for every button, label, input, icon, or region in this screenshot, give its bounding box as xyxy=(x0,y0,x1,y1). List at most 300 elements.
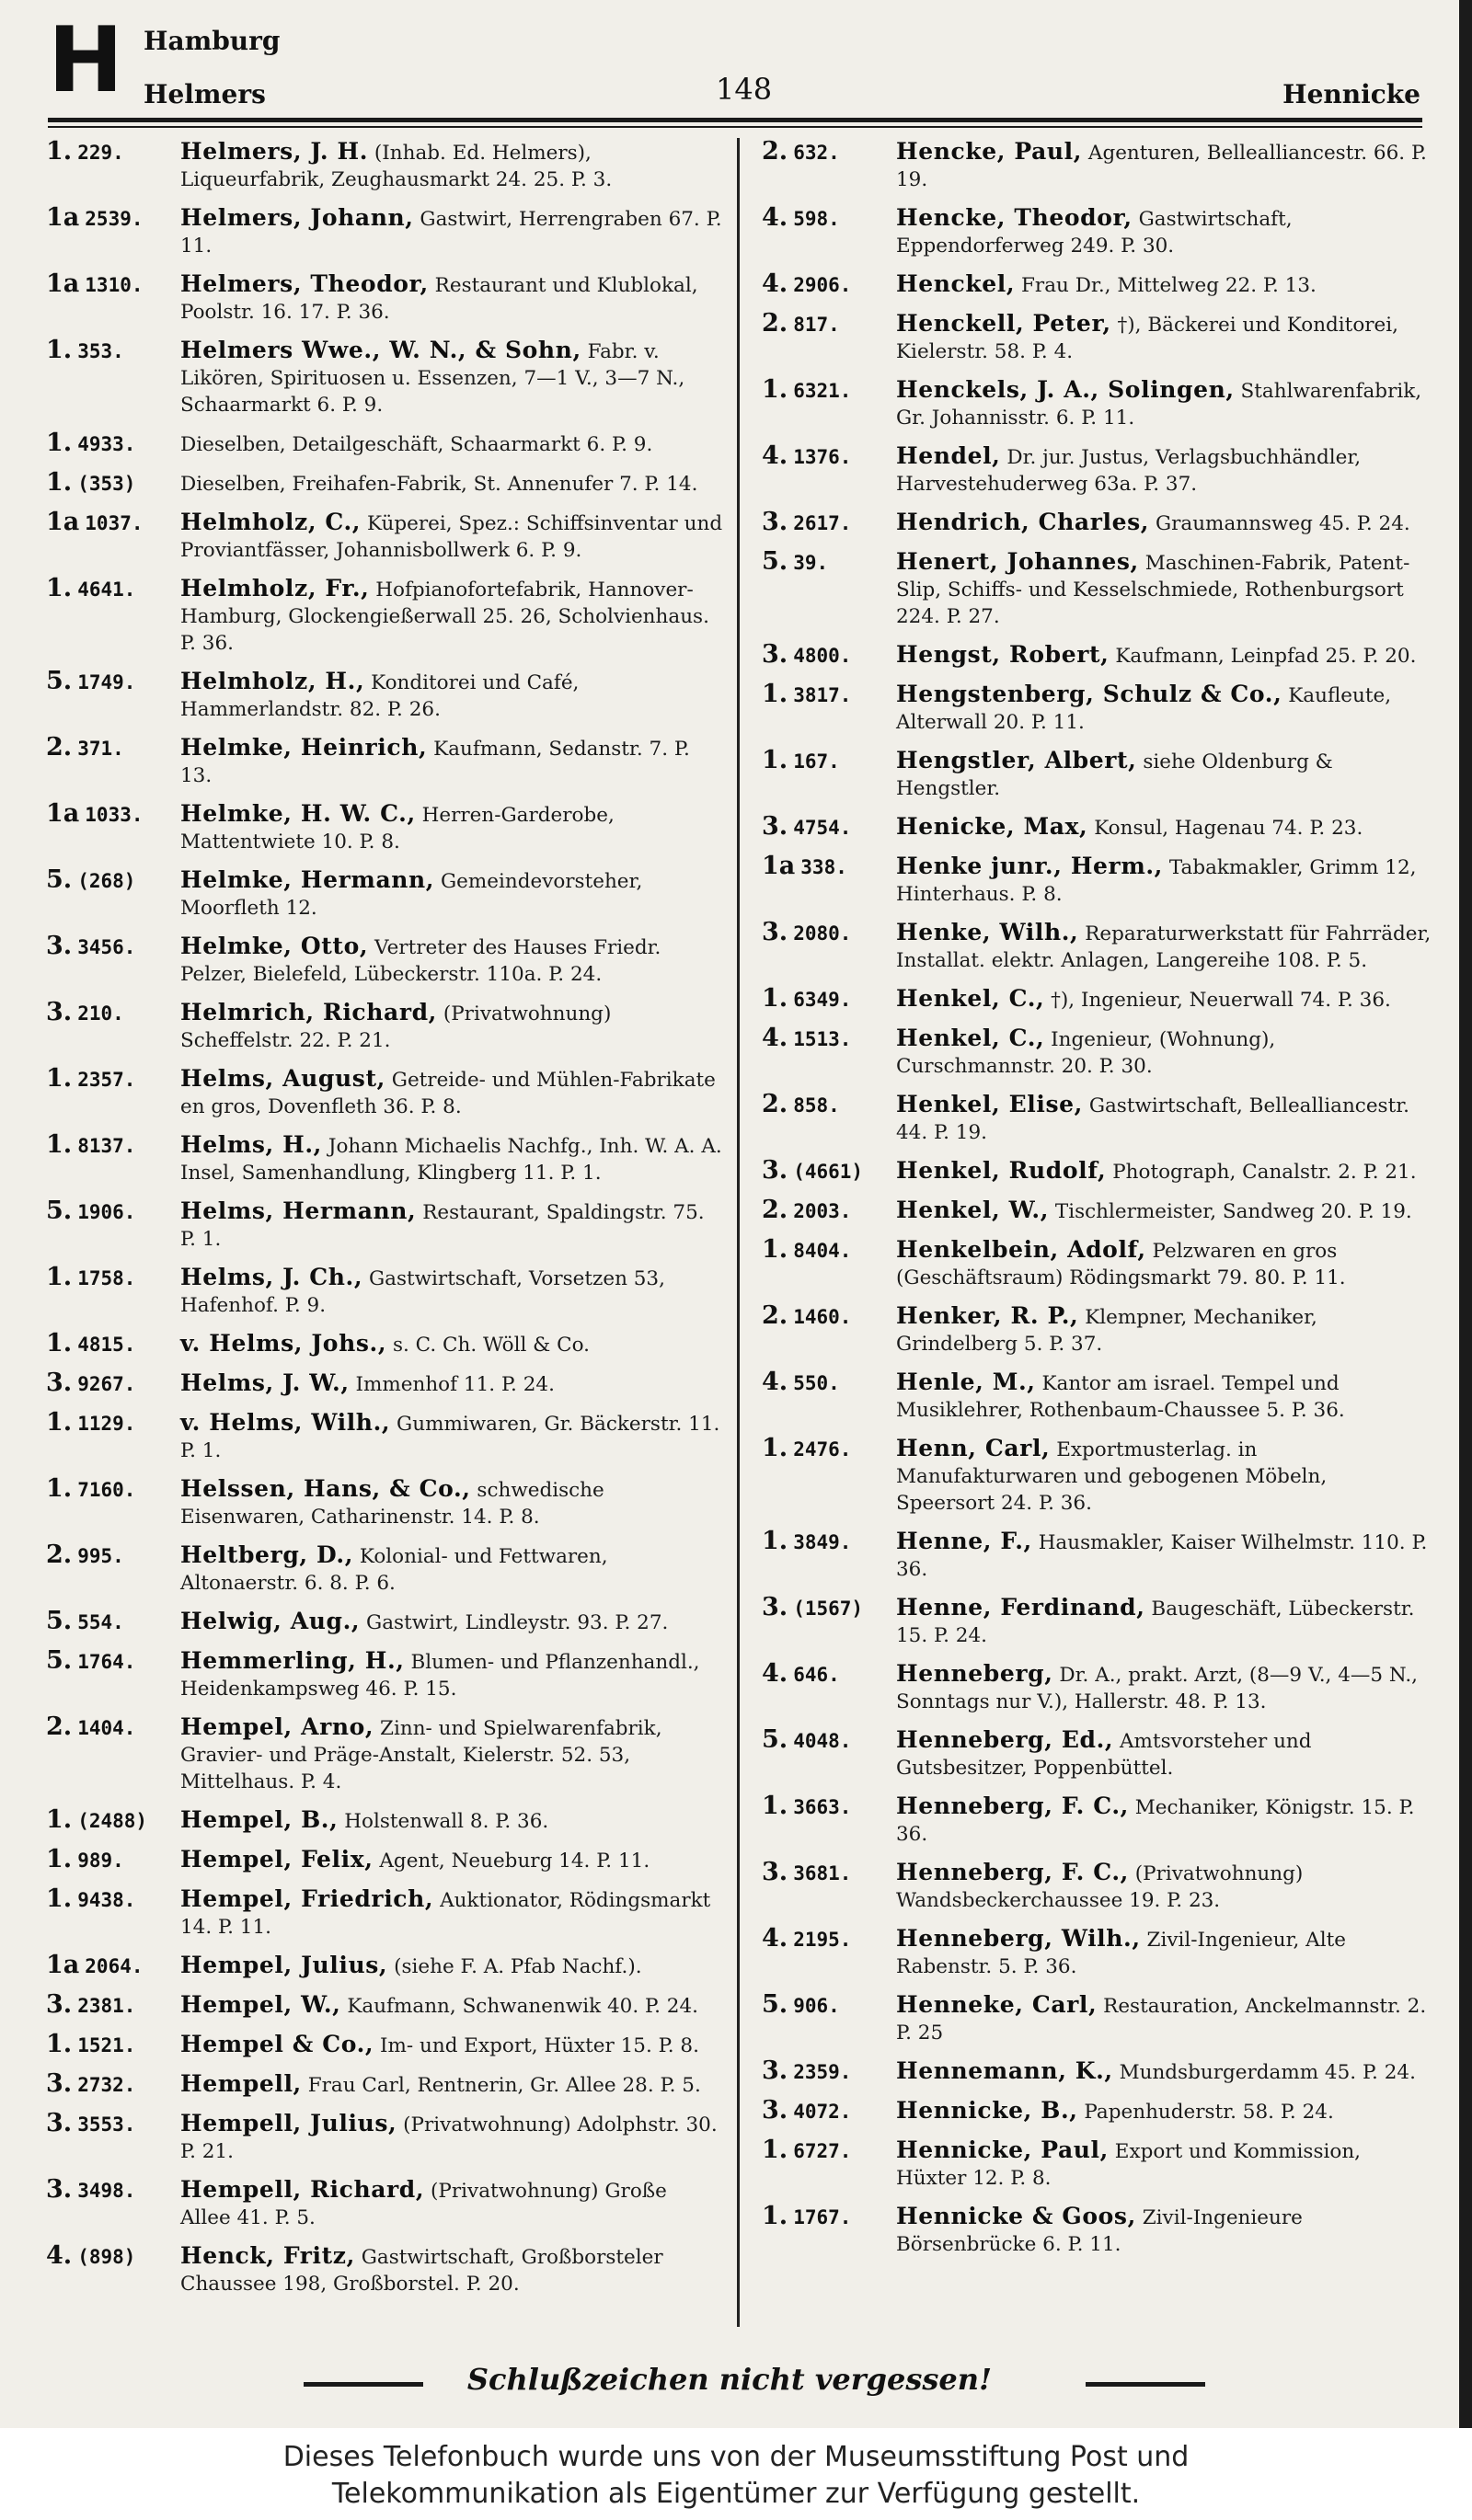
directory-entry xyxy=(46,469,727,498)
column-divider xyxy=(737,138,740,2327)
line-number: 2195. xyxy=(793,1929,852,1951)
line-number: 1767. xyxy=(793,2206,852,2228)
exchange-district: 4. xyxy=(762,441,788,470)
subscriber-detail: Dr. A., prakt. Arzt, (8—9 V., 4—5 N., Sonntags nur V.), Hallerstr. 48. P. 13. xyxy=(896,1664,1419,1713)
line-number: 2359. xyxy=(793,2061,852,2083)
subscriber-detail: (Privatwohnung) Wandsbeckerchaussee 19. P. 23. xyxy=(896,1862,1304,1912)
subscriber-detail: Restaurant und Klublokal, Poolstr. 16. 17. P. 36. xyxy=(180,274,698,324)
subscriber-name: Helmholz, Fr., xyxy=(180,575,370,601)
phone-number xyxy=(762,1435,896,1463)
phone-number xyxy=(762,985,896,1014)
subscriber-name: Helmers, Theodor, xyxy=(180,270,429,297)
phone-number xyxy=(46,2242,180,2271)
directory-entry xyxy=(46,933,727,988)
phone-number xyxy=(762,747,896,775)
exchange-district: 2. xyxy=(762,1301,788,1330)
exchange-district: 5. xyxy=(46,667,73,695)
exchange-district: 1. xyxy=(762,680,788,708)
subscriber-detail: Gastwirtschaft, Vorsetzen 53, Hafenhof. P. 9. xyxy=(180,1267,665,1317)
exchange-district: 1. xyxy=(762,1235,788,1264)
line-number: 3663. xyxy=(793,1796,852,1818)
line-number: 1033. xyxy=(85,804,144,826)
directory-entry xyxy=(762,985,1435,1014)
directory-entry xyxy=(46,1885,727,1941)
directory-entry xyxy=(46,1475,727,1530)
line-number: 4815. xyxy=(77,1334,136,1356)
exchange-district: 3. xyxy=(46,932,73,960)
phone-number xyxy=(46,138,180,166)
line-number: 2476. xyxy=(793,1438,852,1460)
line-number: 1460. xyxy=(793,1306,852,1328)
subscriber-name: Hempell, Richard, xyxy=(180,2176,425,2203)
subscriber-name: Hennicke, B., xyxy=(896,2097,1078,2124)
subscriber-detail: Holstenwall 8. P. 36. xyxy=(344,1810,549,1833)
directory-entry xyxy=(46,575,727,657)
line-number: 906. xyxy=(793,1995,840,2017)
subscriber-name: Helmke, Otto, xyxy=(180,933,369,959)
line-number: 632. xyxy=(793,142,840,164)
exchange-district: 3. xyxy=(46,1369,73,1397)
subscriber-detail: Papenhuderstr. 58. P. 24. xyxy=(1084,2101,1334,2124)
subscriber-detail: (Inhab. Ed. Helmers), Liqueurfabrik, Zeughausmarkt 24. 25. P. 3. xyxy=(180,142,613,191)
phone-number xyxy=(762,442,896,471)
phone-number xyxy=(762,204,896,233)
subscriber-detail: (Privatwohnung) Scheffelstr. 22. P. 21. xyxy=(180,1002,612,1052)
subscriber-detail: Gummiwaren, Gr. Bäckerstr. 11. P. 1. xyxy=(180,1413,720,1462)
directory-entry xyxy=(762,1991,1435,2046)
phone-number xyxy=(762,1594,896,1622)
exchange-district: 2. xyxy=(762,137,788,166)
subscriber-detail: Gastwirtschaft, Eppendorferweg 249. P. 30. xyxy=(896,208,1293,258)
subscriber-name: Henneberg, Ed., xyxy=(896,1726,1114,1753)
phone-number xyxy=(762,2136,896,2165)
directory-entry xyxy=(46,2176,727,2231)
exchange-district: 3. xyxy=(762,2056,788,2085)
subscriber-name: Hencke, Paul, xyxy=(896,138,1083,165)
subscriber-name: Hempel & Co., xyxy=(180,2031,374,2057)
phone-number xyxy=(762,1925,896,1953)
line-number: 646. xyxy=(793,1664,840,1686)
exchange-district: 2. xyxy=(762,1090,788,1118)
subscriber-name: Helmers Wwe., W. N., & Sohn, xyxy=(180,337,581,363)
directory-entry xyxy=(46,1409,727,1464)
subscriber-name: Henke, Wilh., xyxy=(896,919,1079,945)
subscriber-name: Henn, Carl, xyxy=(896,1435,1051,1461)
subscriber-name: Hengst, Robert, xyxy=(896,641,1110,668)
line-number: 554. xyxy=(77,1611,124,1633)
subscriber-name: Helssen, Hans, & Co., xyxy=(180,1475,471,1502)
directory-entry xyxy=(762,2097,1435,2125)
line-number: (268) xyxy=(77,870,136,892)
subscriber-name: Helmers, J. H. xyxy=(180,138,369,165)
subscriber-detail: Zinn- und Spielwarenfabrik, Gravier- und Präge-Anstalt, Kielerstr. 52. 53, Mittelhaus. P. 4. xyxy=(180,1717,662,1793)
line-number: 371. xyxy=(77,738,124,760)
directory-entry xyxy=(46,1369,727,1398)
subscriber-name: Helmholz, H., xyxy=(180,668,365,694)
exchange-district: 1. xyxy=(46,336,73,364)
subscriber-detail: Konsul, Hagenau 74. P. 23. xyxy=(1094,817,1363,840)
subscriber-name: v. Helms, Wilh., xyxy=(180,1409,391,1436)
directory-entry xyxy=(762,138,1435,193)
subscriber-detail: †), Ingenieur, Neuerwall 74. P. 36. xyxy=(1051,989,1391,1012)
directory-entry xyxy=(762,1236,1435,1291)
line-number: 7160. xyxy=(77,1479,136,1501)
directory-entry xyxy=(762,747,1435,802)
subscriber-detail: Johann Michaelis Nachfg., Inh. W. A. A. Insel, Samenhandlung, Klingberg 11. P. 1. xyxy=(180,1135,722,1185)
phone-number xyxy=(46,1131,180,1160)
subscriber-detail: Amtsvorsteher und Gutsbesitzer, Poppenbüttel. xyxy=(896,1730,1312,1780)
line-number: 4048. xyxy=(793,1730,852,1752)
line-number: 229. xyxy=(77,142,124,164)
exchange-district: 1. xyxy=(762,984,788,1013)
exchange-district: 1. xyxy=(762,746,788,774)
directory-entry xyxy=(762,1726,1435,1781)
exchange-district: 1a xyxy=(46,799,80,828)
exchange-district: 3. xyxy=(46,998,73,1026)
phone-number xyxy=(46,1065,180,1094)
line-number: 2732. xyxy=(77,2074,136,2096)
exchange-district: 1. xyxy=(46,574,73,602)
exchange-district: 1. xyxy=(46,468,73,497)
subscriber-name: Hempel, Felix, xyxy=(180,1846,374,1873)
header-rule-thick xyxy=(48,118,1422,122)
subscriber-detail: Herren-Garderobe, Mattentwiete 10. P. 8. xyxy=(180,804,615,853)
subscriber-detail: Im- und Export, Hüxter 15. P. 8. xyxy=(380,2034,699,2057)
phone-number xyxy=(46,1330,180,1358)
line-number: 598. xyxy=(793,208,840,230)
phone-number xyxy=(46,1369,180,1398)
subscriber-detail: s. C. Ch. Wöll & Co. xyxy=(392,1334,590,1357)
phone-number xyxy=(762,813,896,842)
exchange-district: 1a xyxy=(762,852,796,880)
directory-entry xyxy=(762,1157,1435,1186)
line-number: 2381. xyxy=(77,1995,136,2017)
phone-number xyxy=(762,1236,896,1265)
exchange-district: 5. xyxy=(762,1990,788,2019)
phone-number xyxy=(46,509,180,537)
subscriber-name: Helmholz, C., xyxy=(180,509,362,535)
exchange-district: 1. xyxy=(46,1884,73,1913)
exchange-district: 3. xyxy=(46,2109,73,2137)
exchange-district: 3. xyxy=(762,640,788,669)
phone-number xyxy=(762,1197,896,1225)
exchange-district: 1. xyxy=(762,2202,788,2230)
line-number: 4754. xyxy=(793,817,852,839)
directory-entry xyxy=(762,310,1435,365)
directory-entry xyxy=(762,204,1435,259)
line-number: 9438. xyxy=(77,1889,136,1911)
line-number: 6349. xyxy=(793,989,852,1011)
header-city: Hamburg xyxy=(144,26,281,56)
line-number: 858. xyxy=(793,1094,840,1117)
subscriber-name: Henker, R. P., xyxy=(896,1302,1079,1329)
phone-number xyxy=(762,1157,896,1186)
exchange-district: 4. xyxy=(762,1924,788,1953)
subscriber-detail: Ingenieur, (Wohnung), Curschmannstr. 20. P. 30. xyxy=(896,1028,1276,1078)
phone-number xyxy=(762,509,896,537)
phone-number xyxy=(46,337,180,365)
subscriber-detail: Immenhof 11. P. 24. xyxy=(355,1373,555,1396)
phone-number xyxy=(762,1302,896,1331)
line-number: (898) xyxy=(77,2246,136,2268)
subscriber-name: Hengstenberg, Schulz & Co., xyxy=(896,681,1282,707)
phone-number xyxy=(762,1991,896,2020)
subscriber-detail: Kaufmann, Schwanenwik 40. P. 24. xyxy=(347,1995,698,2018)
exchange-district: 5. xyxy=(762,1725,788,1754)
subscriber-detail: Hausmakler, Kaiser Wilhelmstr. 110. P. 36. xyxy=(896,1531,1428,1581)
subscriber-name: Hempel, B., xyxy=(180,1806,339,1833)
subscriber-detail: Kaufleute, Alterwall 20. P. 11. xyxy=(896,684,1392,734)
subscriber-name: Henneberg, xyxy=(896,1660,1053,1687)
phone-number xyxy=(46,2070,180,2099)
page-number: 148 xyxy=(716,72,773,107)
line-number: 2357. xyxy=(77,1069,136,1091)
exchange-district: 1. xyxy=(762,1792,788,1820)
phone-number xyxy=(46,1952,180,1980)
directory-entry xyxy=(46,1541,727,1597)
phone-number xyxy=(762,1793,896,1821)
line-number: 1404. xyxy=(77,1717,136,1739)
subscriber-name: Hempel, Julius, xyxy=(180,1952,388,1978)
subscriber-name: Henkel, Elise, xyxy=(896,1091,1083,1117)
directory-entry xyxy=(762,509,1435,537)
phone-number xyxy=(762,310,896,338)
phone-number xyxy=(762,1369,896,1397)
directory-entry xyxy=(762,641,1435,670)
subscriber-name: Henne, F., xyxy=(896,1528,1032,1554)
subscriber-detail: Gastwirtschaft, Großborsteler Chaussee 198, Großborstel. P. 20. xyxy=(180,2246,663,2296)
subscriber-name: Hempel, Friedrich, xyxy=(180,1885,434,1912)
phone-number xyxy=(46,933,180,961)
directory-entry xyxy=(46,2110,727,2165)
line-number: 1521. xyxy=(77,2034,136,2056)
line-number: 8137. xyxy=(77,1135,136,1157)
line-number: 2064. xyxy=(85,1955,144,1977)
exchange-district: 4. xyxy=(762,1368,788,1396)
phone-number xyxy=(762,1091,896,1119)
exchange-district: 1. xyxy=(46,1263,73,1291)
exchange-district: 2. xyxy=(762,309,788,338)
line-number: 1764. xyxy=(77,1651,136,1673)
phone-number xyxy=(762,1660,896,1689)
exchange-district: 3. xyxy=(46,1990,73,2019)
directory-entry xyxy=(46,2031,727,2059)
phone-number xyxy=(46,2176,180,2205)
line-number: 995. xyxy=(77,1545,124,1567)
line-number: (2488) xyxy=(77,1810,148,1832)
line-number: 1310. xyxy=(85,274,144,296)
phone-number xyxy=(762,1025,896,1053)
exchange-district: 3. xyxy=(762,1593,788,1621)
subscriber-name: Hempel, W., xyxy=(180,1991,341,2018)
directory-entry xyxy=(46,1065,727,1120)
subscriber-name: Helwig, Aug., xyxy=(180,1608,361,1634)
directory-entry xyxy=(46,509,727,564)
exchange-district: 3. xyxy=(46,2175,73,2204)
phone-number xyxy=(46,1846,180,1874)
subscriber-name: Helms, August, xyxy=(180,1065,385,1092)
directory-entry xyxy=(46,430,727,458)
line-number: 167. xyxy=(793,750,840,773)
directory-entry xyxy=(762,2136,1435,2192)
subscriber-name: Henneberg, Wilh., xyxy=(896,1925,1141,1952)
directory-entry xyxy=(762,1302,1435,1357)
line-number: 4641. xyxy=(77,578,136,601)
subscriber-detail: Gemeindevorsteher, Moorfleth 12. xyxy=(180,870,643,920)
exchange-district: 4. xyxy=(762,203,788,232)
directory-entry xyxy=(46,1846,727,1874)
directory-entry xyxy=(46,2242,727,2297)
line-number: 3553. xyxy=(77,2113,136,2136)
line-number: 4800. xyxy=(793,645,852,667)
directory-entry xyxy=(762,1594,1435,1649)
exchange-district: 3. xyxy=(762,1156,788,1185)
line-number: 2539. xyxy=(85,208,144,230)
exchange-district: 1. xyxy=(46,1408,73,1437)
subscriber-detail: Blumen- und Pflanzenhandl., Heidenkampsweg 46. P. 15. xyxy=(180,1651,700,1701)
line-number: (1567) xyxy=(793,1598,864,1620)
subscriber-detail: schwedische Eisenwaren, Catharinenstr. 14. P. 8. xyxy=(180,1479,604,1529)
subscriber-name: Hemmerling, H., xyxy=(180,1647,405,1674)
directory-entry xyxy=(46,1713,727,1795)
header-rule-thin xyxy=(48,126,1422,128)
directory-entry xyxy=(46,138,727,193)
phone-number xyxy=(46,734,180,762)
directory-entry xyxy=(762,2203,1435,2258)
subscriber-detail: Restauration, Anckelmannstr. 2. P. 25 xyxy=(896,1995,1427,2045)
footer-rule-right xyxy=(1086,2382,1205,2387)
subscriber-name: Henneke, Carl, xyxy=(896,1991,1098,2018)
directory-entry xyxy=(46,668,727,723)
phone-number xyxy=(762,919,896,947)
subscriber-name: Henneberg, F. C., xyxy=(896,1793,1129,1819)
phone-number xyxy=(46,1885,180,1914)
header-range-to: Hennicke xyxy=(1282,79,1420,109)
line-number: 1376. xyxy=(793,446,852,468)
phone-number xyxy=(762,641,896,670)
line-number: 1513. xyxy=(793,1028,852,1050)
line-number: 817. xyxy=(793,314,840,336)
subscriber-name: Hennicke, Paul, xyxy=(896,2136,1109,2163)
phone-number xyxy=(46,1806,180,1835)
subscriber-name: Hennicke & Goos, xyxy=(896,2203,1136,2229)
subscriber-detail: Klempner, Mechaniker, Grindelberg 5. P. 37. xyxy=(896,1306,1317,1356)
phone-number xyxy=(46,668,180,696)
directory-entry xyxy=(46,1197,727,1253)
phone-number xyxy=(762,2057,896,2086)
subscriber-name: Henneberg, F. C., xyxy=(896,1859,1129,1885)
subscriber-detail: Tischlermeister, Sandweg 20. P. 19. xyxy=(1054,1200,1412,1223)
subscriber-detail: Dieselben, Detailgeschäft, Schaarmarkt 6. P. 9. xyxy=(180,433,653,456)
directory-entry xyxy=(762,2057,1435,2086)
subscriber-name: Hengstler, Albert, xyxy=(896,747,1137,773)
subscriber-name: Henckell, Peter, xyxy=(896,310,1111,337)
section-letter: H xyxy=(48,8,122,113)
directory-entry xyxy=(762,1091,1435,1146)
directory-entry xyxy=(762,1793,1435,1848)
phone-number xyxy=(762,853,896,881)
directory-entry xyxy=(46,800,727,855)
subscriber-detail: Getreide- und Mühlen-Fabrikate en gros, Dovenfleth 36. P. 8. xyxy=(180,1069,716,1118)
subscriber-name: Hempel, Arno, xyxy=(180,1713,374,1740)
line-number: 39. xyxy=(793,552,829,574)
line-number: 1037. xyxy=(85,512,144,534)
subscriber-detail: (Privatwohnung) Große Allee 41. P. 5. xyxy=(180,2180,667,2229)
line-number: 989. xyxy=(77,1850,124,1872)
line-number: (4661) xyxy=(793,1161,864,1183)
directory-entry xyxy=(762,1660,1435,1715)
subscriber-name: Hennemann, K., xyxy=(896,2057,1113,2084)
directory-entry xyxy=(762,1197,1435,1225)
subscriber-name: Henkel, Rudolf, xyxy=(896,1157,1107,1184)
line-number: 3681. xyxy=(793,1862,852,1884)
subscriber-detail: Gastwirt, Herrengraben 67. P. 11. xyxy=(180,208,722,258)
subscriber-name: Henle, M., xyxy=(896,1369,1036,1395)
subscriber-name: Henck, Fritz, xyxy=(180,2242,355,2269)
subscriber-detail: †), Bäckerei und Konditorei, Kielerstr. 58. P. 4. xyxy=(896,314,1398,363)
directory-entry xyxy=(46,337,727,418)
phone-number xyxy=(46,800,180,829)
phone-number xyxy=(46,1264,180,1292)
subscriber-name: Helms, J. W., xyxy=(180,1369,350,1396)
subscriber-detail: Stahlwarenfabrik, Gr. Johannisstr. 6. P. 11. xyxy=(896,380,1422,430)
exchange-district: 2. xyxy=(46,1712,73,1741)
directory-entry xyxy=(46,1330,727,1358)
footer-reminder: Schlußzeichen nicht vergessen! xyxy=(466,2362,993,2397)
exchange-district: 3. xyxy=(762,1858,788,1886)
directory-entry xyxy=(46,204,727,259)
line-number: 1749. xyxy=(77,671,136,693)
line-number: 338. xyxy=(800,856,847,878)
directory-entry xyxy=(762,1369,1435,1424)
phone-number xyxy=(762,681,896,709)
phone-number xyxy=(762,2097,896,2125)
subscriber-detail: Kolonial- und Fettwaren, Altonaerstr. 6. 8. P. 6. xyxy=(180,1545,608,1595)
directory-entry xyxy=(762,270,1435,299)
line-number: 353. xyxy=(77,340,124,362)
exchange-district: 1a xyxy=(46,269,80,298)
exchange-district: 1. xyxy=(762,2136,788,2164)
directory-entry xyxy=(46,1264,727,1319)
phone-number xyxy=(46,1713,180,1742)
subscriber-name: Helmke, Heinrich, xyxy=(180,734,428,761)
directory-entry xyxy=(46,1131,727,1186)
phone-number xyxy=(46,469,180,498)
phone-number xyxy=(762,1726,896,1755)
line-number: 1906. xyxy=(77,1201,136,1223)
phone-number xyxy=(46,270,180,299)
subscriber-name: Hendrich, Charles, xyxy=(896,509,1150,535)
exchange-district: 4. xyxy=(762,269,788,298)
phone-number xyxy=(762,2203,896,2231)
subscriber-name: Helmers, Johann, xyxy=(180,204,414,231)
directory-entry xyxy=(762,548,1435,630)
exchange-district: 5. xyxy=(46,1646,73,1675)
subscriber-detail: Vertreter des Hauses Friedr. Pelzer, Bielefeld, Lübeckerstr. 110a. P. 24. xyxy=(180,936,661,986)
caption-line-2: Telekommunikation als Eigentümer zur Verfügung gestellt. xyxy=(331,2478,1141,2510)
exchange-district: 1a xyxy=(46,203,80,232)
directory-entry xyxy=(762,442,1435,498)
exchange-district: 3. xyxy=(46,2069,73,2098)
phone-number xyxy=(46,1991,180,2020)
subscriber-detail: (Privatwohnung) Adolphstr. 30. P. 21. xyxy=(180,2113,718,2163)
line-number: 4933. xyxy=(77,433,136,455)
subscriber-name: Henkel, C., xyxy=(896,1025,1045,1051)
line-number: (353) xyxy=(77,473,136,495)
phone-number xyxy=(762,548,896,577)
subscriber-detail: Gastwirtschaft, Bellealliancestr. 44. P. 19. xyxy=(896,1094,1409,1144)
subscriber-name: Hempell, xyxy=(180,2070,302,2097)
